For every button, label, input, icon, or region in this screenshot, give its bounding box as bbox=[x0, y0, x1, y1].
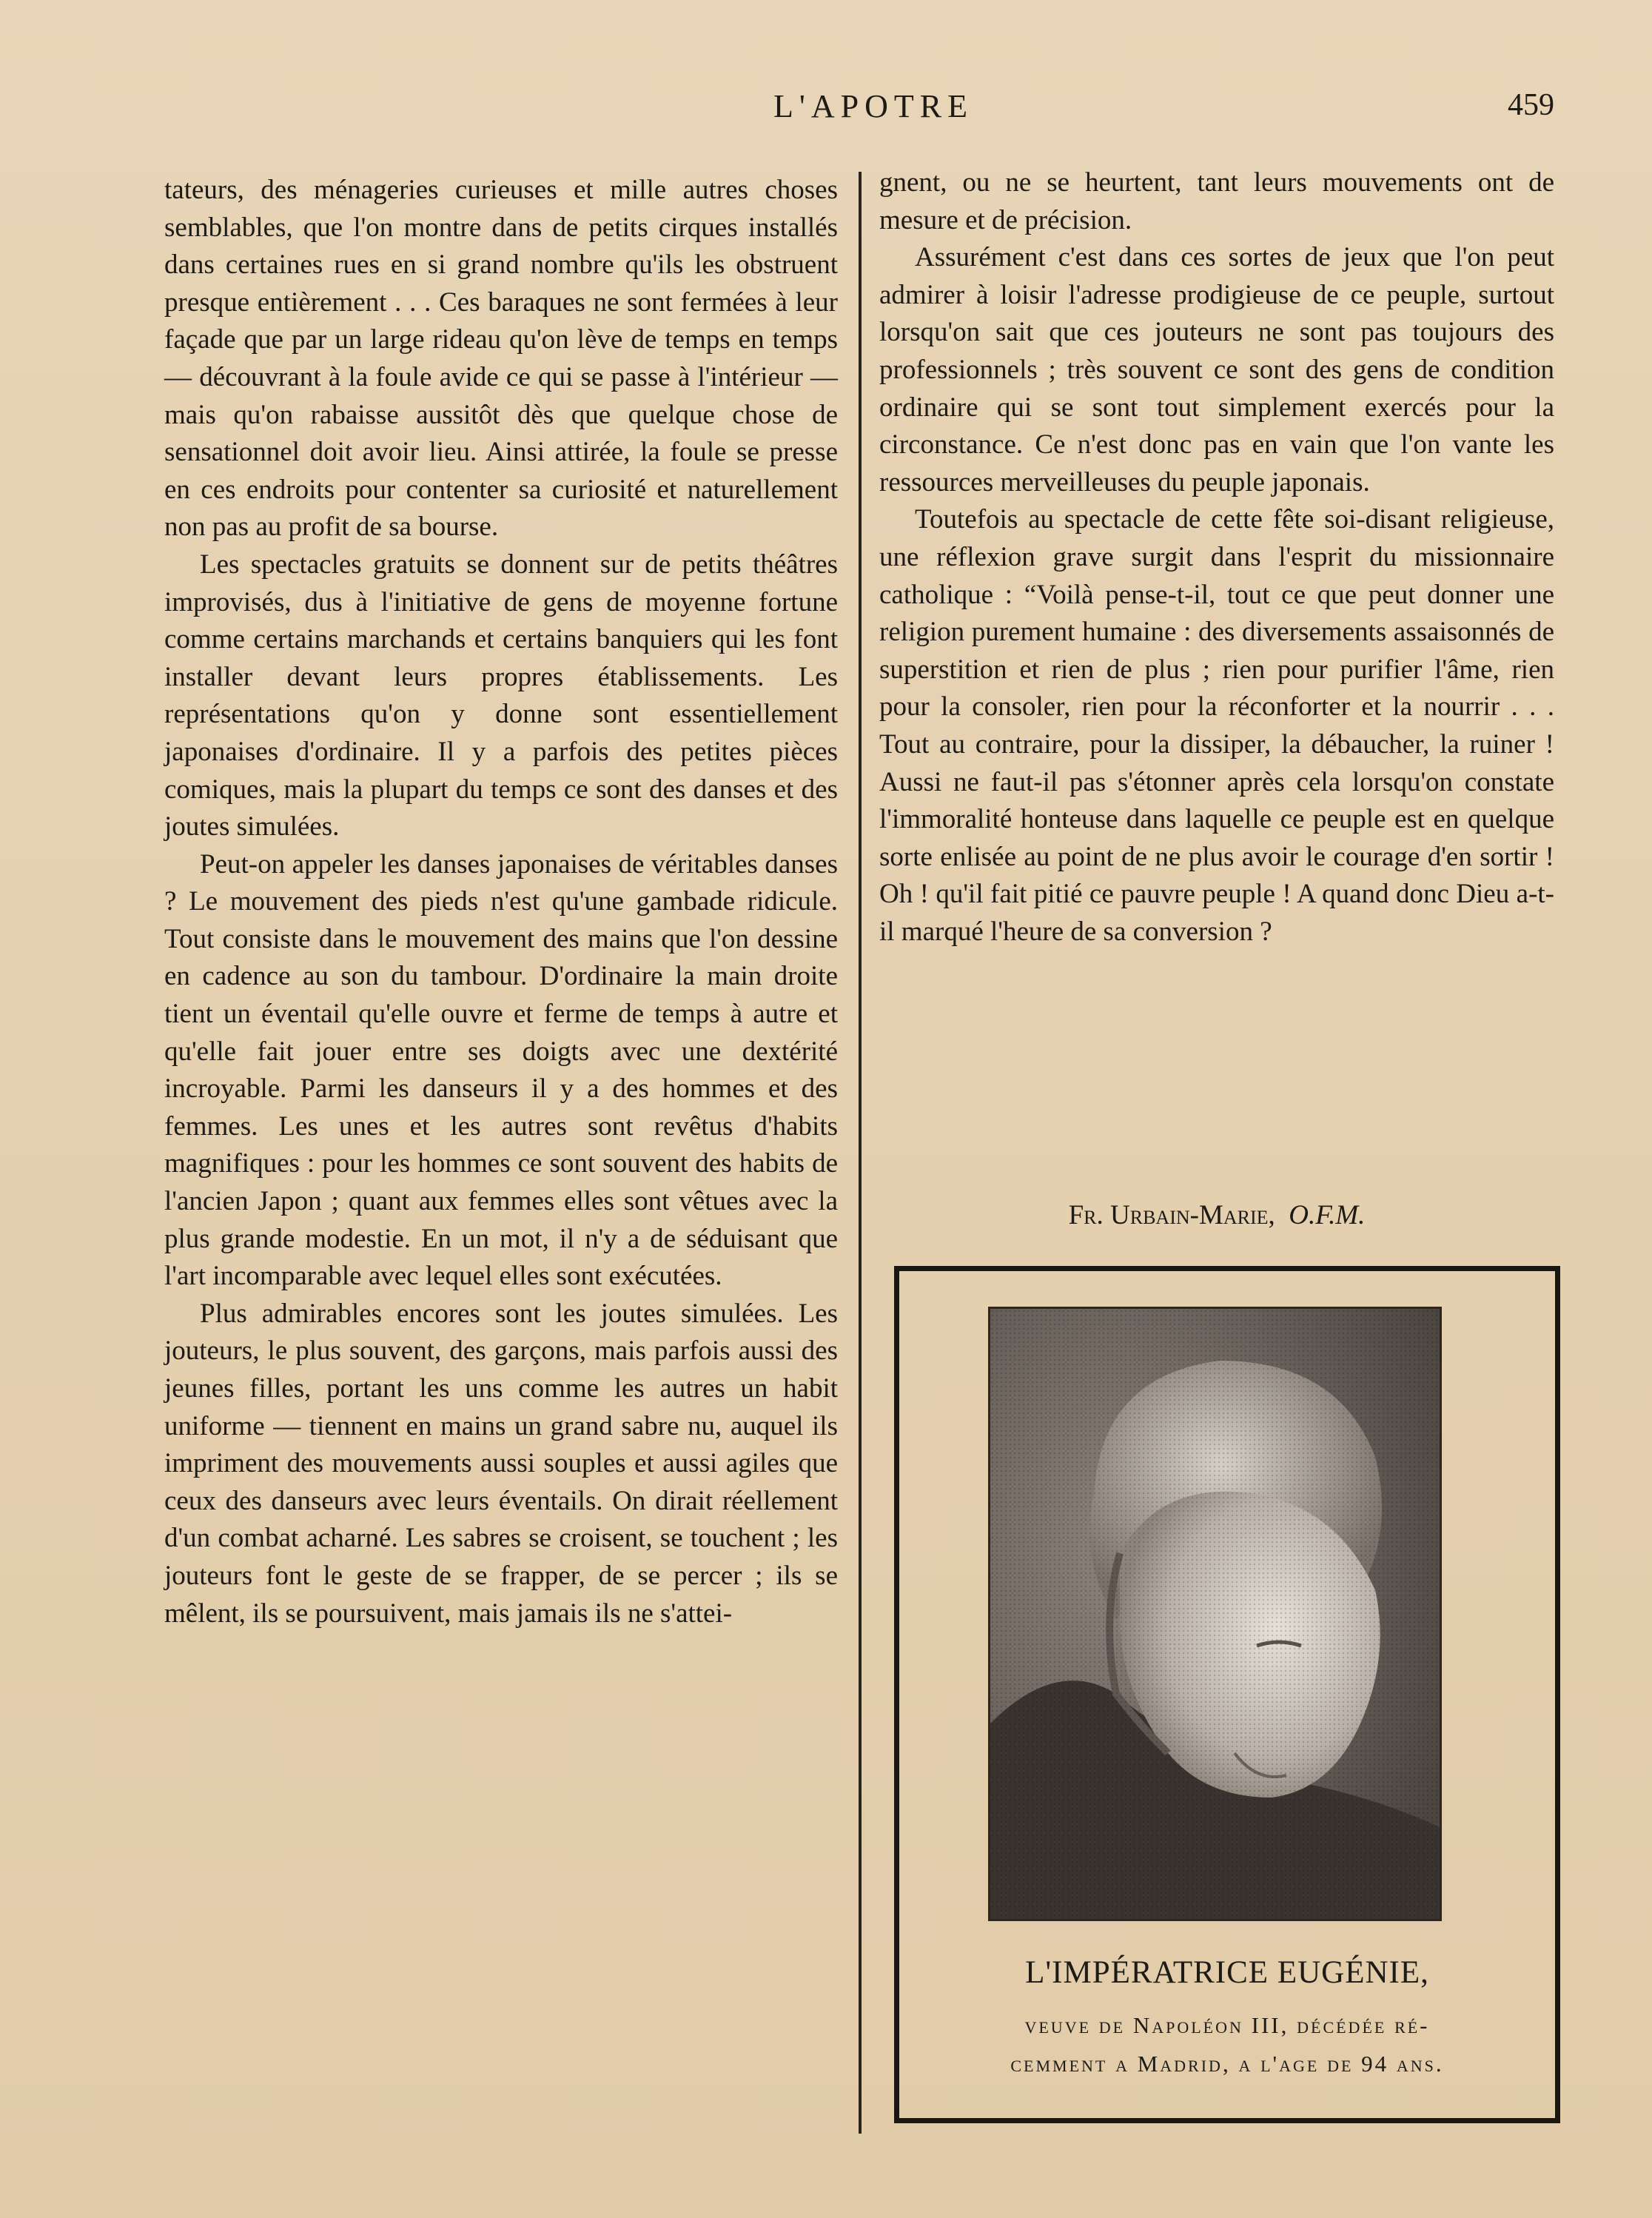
page-header bbox=[155, 87, 1562, 139]
caption-title: L'IMPÉRATRICE EUGÉNIE, bbox=[1025, 1955, 1429, 1990]
paragraph: tateurs, des ménageries curieuses et mille autres choses semblables, que l'on montre dans de petits cirques installés dans certaines rues en si grand nombre qu'ils les obstruent presque entièrement . . . Ces baraques ne sont fermées à leur façade que par un large rideau qu'on lève de temps en temps — découvrant à la foule avide ce qui se passe à l'intérieur — mais qu'on rabaisse aussitôt dès que quelque chose de sensationnel doit avoir lieu. Ainsi attirée, la foule se presse en ces endroits pour contenter sa curiosité et naturellement non pas au profit de sa bourse. bbox=[164, 175, 838, 543]
column-divider bbox=[859, 172, 862, 2134]
author-name: Fr. Urbain-Marie, bbox=[1068, 1200, 1275, 1230]
paragraph: Assurément c'est dans ces sortes de jeux que l'on peut admirer à loisir l'adresse prodigieuse de ce peuple, surtout lorsqu'on sait que ces jouteurs ne sont pas toujours des professionnels ; très souvent ce sont des gens de condition ordinaire qui se sont tout simplement exercés pour la circonstance. Ce n'est donc pas en vain que l'on vante les ressources merveilleuses du peuple japonais. bbox=[879, 242, 1554, 497]
left-column bbox=[164, 172, 838, 1632]
portrait-illustration bbox=[990, 1309, 1440, 1919]
caption-line: cemment a Madrid, a l'age de 94 ans. bbox=[1010, 2051, 1444, 2077]
paragraph: gnent, ou ne se heurtent, tant leurs mouvements ont de mesure et de précision. bbox=[879, 167, 1554, 235]
running-title: L'APOTRE bbox=[773, 88, 973, 124]
paragraph: Les spectacles gratuits se donnent sur de petits théâtres improvisés, dus à l'initiative de gens de moyenne fortune comme certains marchands et certains banquiers qui les font installer devant leurs propres établissements. Les représentations qu'on y donne sont essentiellement japonaises d'ordinaire. Il y a parfois des petites pièces comiques, mais la plupart du temps ce sont des danses et des joutes simulées. bbox=[164, 549, 838, 842]
paragraph: Plus admirables encores sont les joutes simulées. Les jouteurs, le plus souvent, des garçons, mais parfois aussi des jeunes filles, portant les uns comme les autres un habit uniforme — tiennent en mains un grand sabre nu, auquel ils impriment des mouvements aussi souples et aussi agiles que ceux des danseurs avec leurs éventails. On dirait réellement d'un combat acharné. Les sabres se croisent, se touchent ; les jouteurs font le geste de se frapper, de se percer ; ils se mêlent, ils se poursuivent, mais jamais ils ne s'attei- bbox=[164, 1298, 838, 1629]
page-number: 459 bbox=[1508, 88, 1554, 122]
author-signature bbox=[879, 1199, 1554, 1231]
caption-line: veuve de Napoléon III, décédée ré- bbox=[1024, 2012, 1430, 2038]
portrait-photo bbox=[988, 1307, 1442, 1921]
author-order: O.F.M. bbox=[1289, 1200, 1366, 1230]
paragraph: Toutefois au spectacle de cette fête soi-disant religieuse, une réflexion grave surgit dans l'esprit du missionnaire catholique : “Voilà pense-t-il, tout ce que peut donner une religion purement humaine : des diversements assaisonnés de superstition et rien de plus ; rien pour purifier l'âme, rien pour la consoler, rien pour la réconforter et la nourrir . . . Tout au contraire, pour la dissiper, la débaucher, la ruiner ! Aussi ne faut-il pas s'étonner après cela lorsqu'on constate l'immoralité honteuse dans laquelle ce peuple est en quelque sorte enlisée au point de ne plus avoir le courage d'en sortir ! Oh ! qu'il fait pitié ce pauvre peuple ! A quand donc Dieu a-t-il marqué l'heure de sa conversion ? bbox=[879, 504, 1554, 947]
paragraph: Peut-on appeler les danses japonaises de véritables danses ? Le mouvement des pieds n'est qu'une gambade ridicule. Tout consiste dans le mouvement des mains que l'on dessine en cadence au son du tambour. D'ordinaire la main droite tient un éventail qu'elle ouvre et ferme de temps à autre et qu'elle fait jouer entre ses doigts avec une dextérité incroyable. Parmi les danseurs il y a des hommes et des femmes. Les unes et les autres sont revêtus d'habits magnifiques : pour les hommes ce sont souvent des habits de l'ancien Japon ; quant aux femmes elles sont vêtues avec la plus grande modestie. En un mot, il n'y a de séduisant que l'art incomparable avec lequel elles sont exécutées. bbox=[164, 848, 838, 1292]
right-column bbox=[879, 164, 1554, 951]
